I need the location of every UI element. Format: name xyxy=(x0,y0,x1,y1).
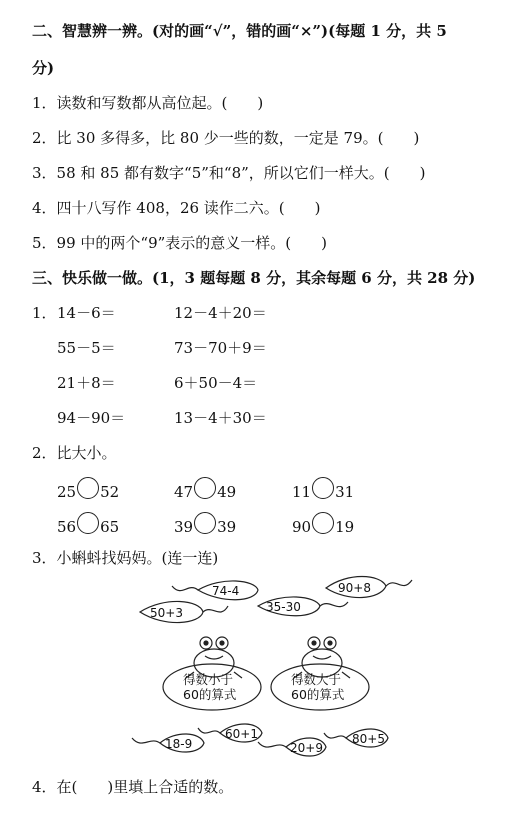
frog-right-icon xyxy=(294,637,350,678)
tadpole-top-4-label: 90+8 xyxy=(338,581,371,595)
calc-right-1: 12－4＋20＝ xyxy=(174,304,267,322)
compare-4 xyxy=(57,512,119,536)
tadpole-bottom-1-label: 18-9 xyxy=(165,737,193,751)
tadpole-top-1-label: 50+3 xyxy=(150,606,183,620)
calc-right-3: 6＋50－4＝ xyxy=(174,374,258,392)
judge-item-5: 5．99 中的两个“9”表示的意义一样。( ) xyxy=(32,234,327,252)
calc-right-4: 13－4＋30＝ xyxy=(174,409,267,427)
tadpole-bottom-4-label: 80+5 xyxy=(352,732,385,746)
tadpole-top-3 xyxy=(258,597,348,616)
tadpole-bottom-4 xyxy=(324,729,388,747)
tadpole-bottom-2-label: 60+1 xyxy=(225,727,258,741)
judge-item-2: 2．比 30 多得多，比 80 少一些的数，一定是 79。( ) xyxy=(32,129,420,147)
frog-left-lilypad xyxy=(163,664,261,710)
tadpole-top-4 xyxy=(326,577,412,598)
judge-item-4: 4．四十八写作 408，26 读作二六。( ) xyxy=(32,199,321,217)
frog-left-line1: 得数小于 xyxy=(183,672,234,687)
q1-number: 1． xyxy=(32,304,57,322)
calc-left-3: 21＋8＝ xyxy=(57,374,116,392)
compare-circle[interactable] xyxy=(194,477,216,499)
judge-item-1: 1．读数和写数都从高位起。( ) xyxy=(32,94,264,112)
frog-left-line2: 60的算式 xyxy=(183,687,237,702)
tadpole-top-3-label: 35-30 xyxy=(266,600,301,614)
compare-right-number: 49 xyxy=(217,483,237,501)
section-2-title-line2: 分) xyxy=(32,59,55,77)
compare-2 xyxy=(174,477,236,501)
tadpole-top-1 xyxy=(140,601,228,622)
section-3-title: 三、快乐做一做。(1，3 题每题 8 分，其余每题 6 分，共 28 分) xyxy=(32,269,476,287)
q3-label: 3．小蝌蚪找妈妈。(连一连) xyxy=(32,549,219,567)
section-2-title-line1: 二、智慧辨一辨。(对的画“√”，错的画“×”)(每题 1 分，共 5 xyxy=(32,22,447,40)
compare-left-number: 39 xyxy=(174,518,194,536)
tadpole-bottom-1 xyxy=(132,734,204,752)
frog-right-line2: 60的算式 xyxy=(291,687,345,702)
frog-right-lilypad xyxy=(271,664,369,710)
q2-label: 2．比大小。 xyxy=(32,444,117,462)
compare-3 xyxy=(292,477,354,501)
frog-right-line1: 得数大于 xyxy=(291,672,342,687)
compare-circle[interactable] xyxy=(194,512,216,534)
tadpole-bottom-3 xyxy=(258,738,326,756)
calc-left-1: 14－6＝ xyxy=(57,304,116,322)
q4-label: 4．在( )里填上合适的数。 xyxy=(32,778,234,796)
compare-right-number: 65 xyxy=(100,518,120,536)
compare-1 xyxy=(57,477,119,501)
compare-circle[interactable] xyxy=(312,477,334,499)
compare-circle[interactable] xyxy=(77,477,99,499)
compare-right-number: 39 xyxy=(217,518,237,536)
calc-left-4: 94－90＝ xyxy=(57,409,126,427)
compare-6 xyxy=(292,512,354,536)
tadpole-top-2 xyxy=(172,581,258,600)
judge-item-3: 3．58 和 85 都有数字“5”和“8”，所以它们一样大。( ) xyxy=(32,164,426,182)
calc-right-2: 73－70＋9＝ xyxy=(174,339,267,357)
tadpole-top-2-label: 74-4 xyxy=(212,584,240,598)
calc-left-2: 55－5＝ xyxy=(57,339,116,357)
compare-left-number: 56 xyxy=(57,518,77,536)
compare-right-number: 19 xyxy=(335,518,355,536)
compare-5 xyxy=(174,512,236,536)
tadpole-bottom-3-label: 20+9 xyxy=(290,741,323,755)
frog-left-icon xyxy=(186,637,242,678)
compare-circle[interactable] xyxy=(77,512,99,534)
compare-right-number: 31 xyxy=(335,483,355,501)
compare-left-number: 47 xyxy=(174,483,194,501)
tadpole-bottom-2 xyxy=(198,724,262,742)
compare-left-number: 25 xyxy=(57,483,77,501)
compare-left-number: 11 xyxy=(292,483,312,501)
compare-circle[interactable] xyxy=(312,512,334,534)
compare-right-number: 52 xyxy=(100,483,120,501)
compare-left-number: 90 xyxy=(292,518,312,536)
